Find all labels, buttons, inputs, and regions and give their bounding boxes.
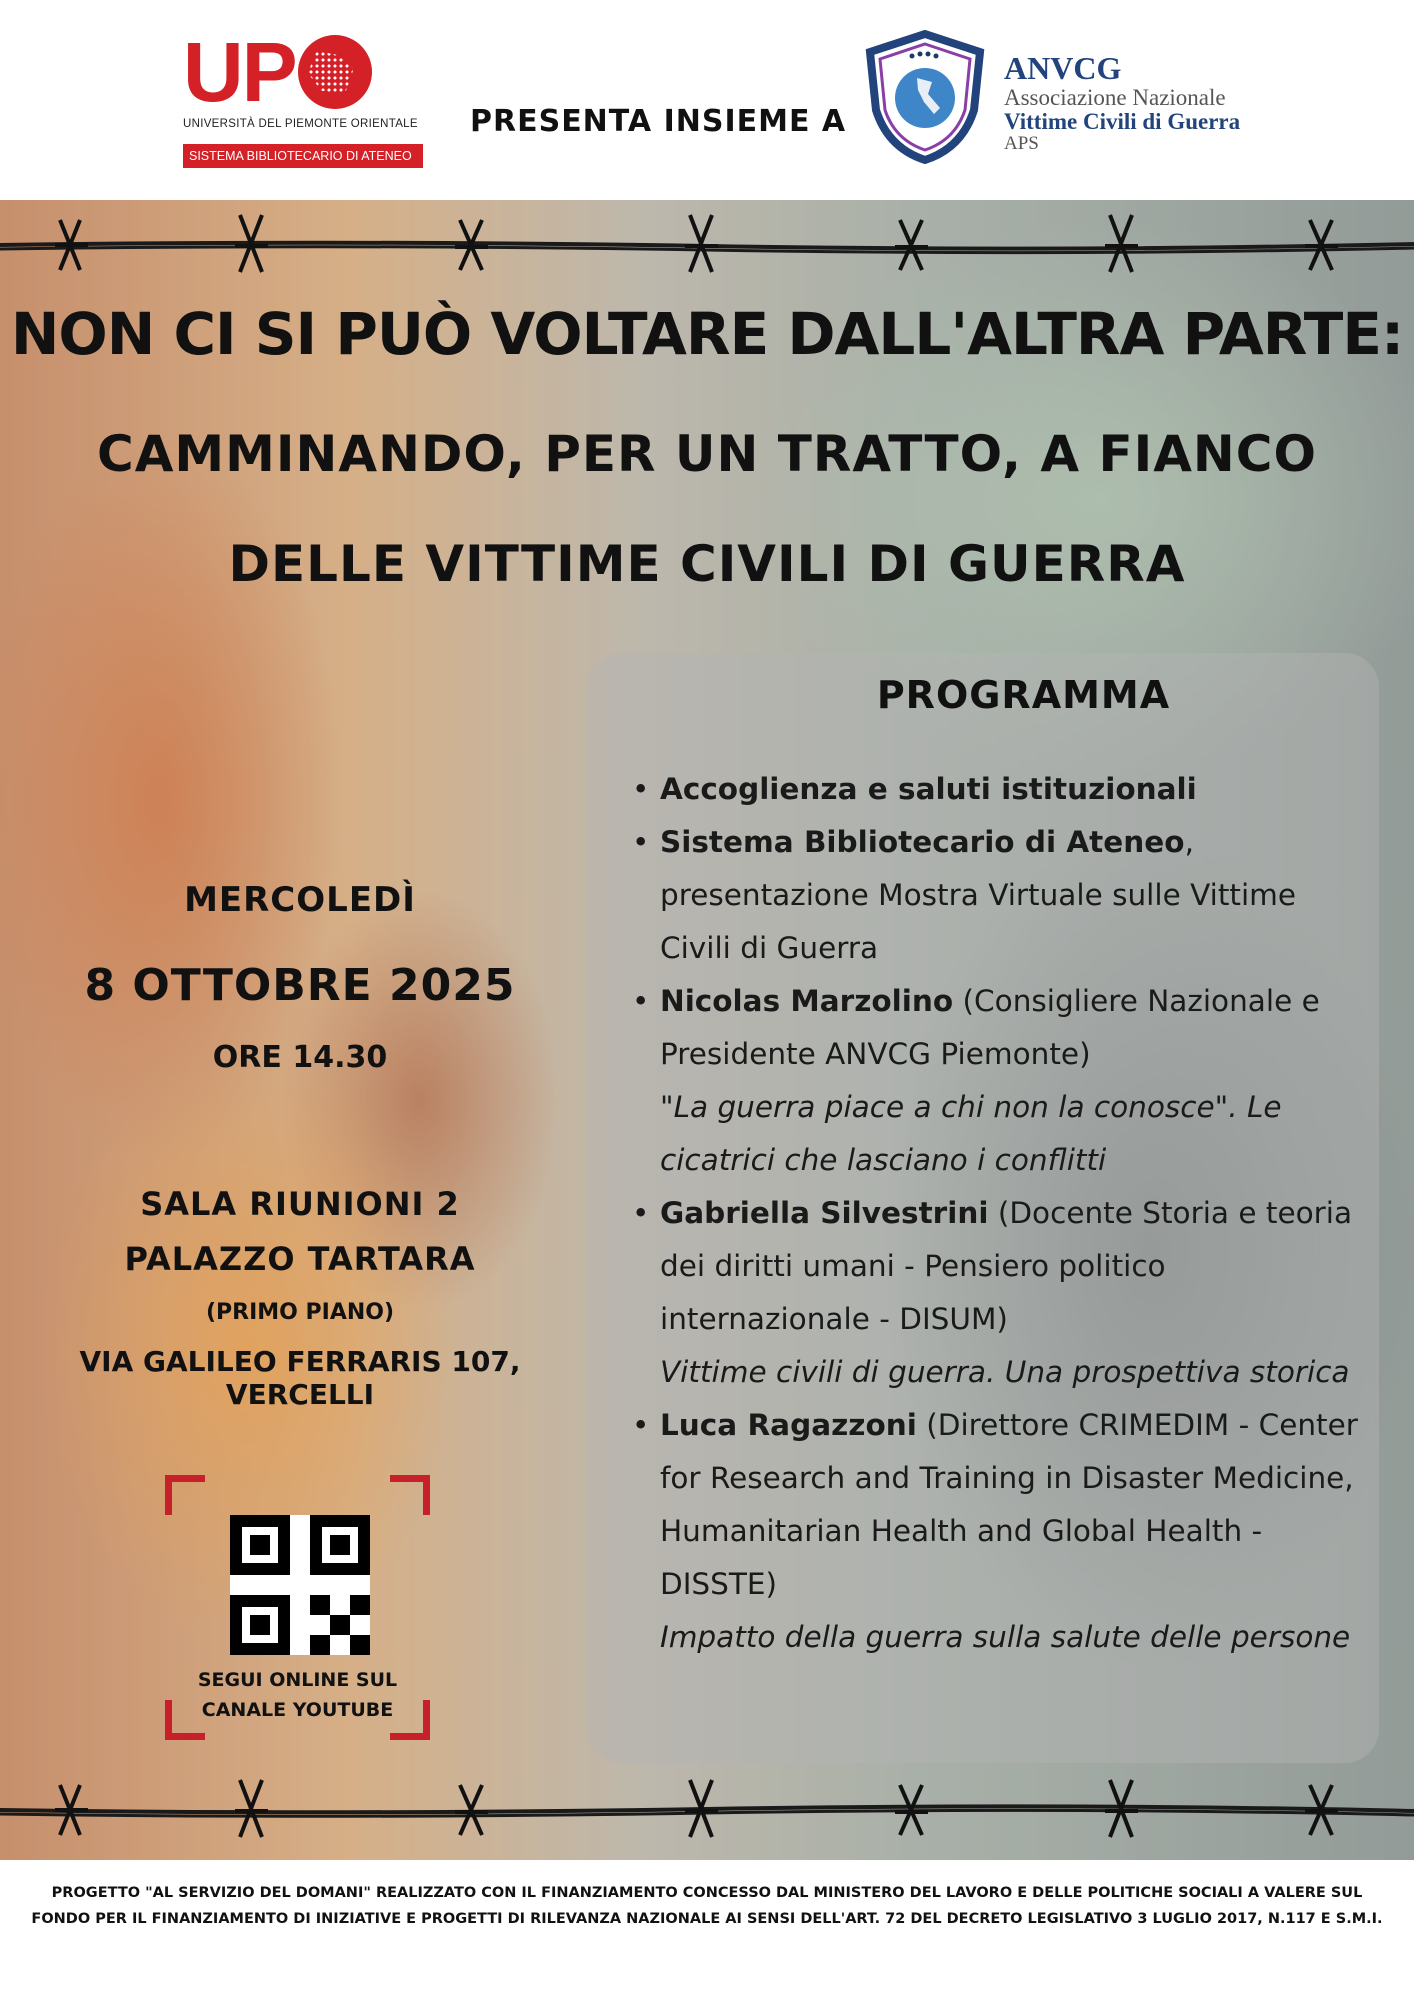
anvcg-line1: Associazione Nazionale xyxy=(1004,84,1226,110)
anvcg-line3: APS xyxy=(1004,132,1039,154)
program-item-name: Nicolas Marzolino xyxy=(660,984,954,1018)
program-item xyxy=(628,763,1358,816)
qr-frame-corner xyxy=(390,1475,430,1515)
program-item-name: Accoglienza e saluti istituzionali xyxy=(660,772,1197,806)
program-item-name: Gabriella Silvestrini xyxy=(660,1196,989,1230)
barbed-wire-top-icon xyxy=(0,200,1414,290)
presenta-label: PRESENTA INSIEME A xyxy=(470,104,847,139)
program-item-name: Luca Ragazzoni xyxy=(660,1408,917,1442)
piemonte-map-icon xyxy=(298,35,372,109)
event-day: MERCOLEDÌ xyxy=(184,880,416,920)
program-item xyxy=(628,975,1358,1187)
upo-logo-mark xyxy=(183,25,423,119)
program-item-text: , presentazione Mostra Virtuale sulle Vittime Civili di Guerra xyxy=(660,825,1297,965)
qr-frame-corner xyxy=(165,1475,205,1515)
program-item-talk: Impatto della guerra sulla salute delle persone xyxy=(660,1620,1351,1654)
upo-library-bar: SISTEMA BIBLIOTECARIO DI ATENEO xyxy=(183,144,423,168)
funding-footer xyxy=(0,1880,1414,1932)
program-item-talk: "La guerra piace a chi non la conosce". Le cicatrici che lasciano i conflitti xyxy=(660,1090,1282,1177)
event-floor: (PRIMO PIANO) xyxy=(205,1300,395,1325)
anvcg-line2: Vittime Civili di Guerra xyxy=(1004,108,1241,134)
program-item-text: (Direttore CRIMEDIM - Center for Research and Training in Disaster Medicine, Humanitarian Health and Global Health - DISSTE) xyxy=(660,1408,1358,1601)
anvcg-acronym: ANVCG xyxy=(1004,50,1122,86)
program-item-text: (Docente Storia e teoria dei diritti umani - Pensiero politico internazionale - DISUM) xyxy=(660,1196,1353,1336)
program-item-talk: Vittime civili di guerra. Una prospettiva storica xyxy=(660,1355,1350,1389)
title-line-1: NON CI SI PUÒ VOLTARE DALL'ALTRA PARTE: xyxy=(10,300,1404,368)
program-title: PROGRAMMA xyxy=(876,673,1171,717)
poster-background xyxy=(0,200,1414,1860)
program-item xyxy=(628,1399,1358,1664)
event-address: VIA GALILEO FERRARIS 107, VERCELLI xyxy=(79,1345,521,1411)
program-item xyxy=(628,816,1358,975)
program-item xyxy=(628,1187,1358,1399)
program-item-text: (Consigliere Nazionale e Presidente ANVCG Piemonte) xyxy=(660,984,1320,1071)
header xyxy=(0,0,1414,200)
youtube-qr-block[interactable] xyxy=(165,1475,430,1740)
qr-caption xyxy=(165,1665,430,1725)
qr-code-icon[interactable] xyxy=(230,1515,370,1655)
footer-line2: FONDO PER IL FINANZIAMENTO DI INIZIATIVE E PROGETTI DI RILEVANZA NAZIONALE AI SENSI DELL'ART. 72 DEL DECRETO LEGISLATIVO 3 LUGLIO 2017, N.117 E S.M.I. xyxy=(31,1911,1383,1927)
program-panel xyxy=(588,653,1379,1763)
event-date: 8 OTTOBRE 2025 xyxy=(84,960,516,1011)
barbed-wire-bottom-icon xyxy=(0,1765,1414,1855)
program-item-name: Sistema Bibliotecario di Ateneo xyxy=(660,825,1185,859)
event-room: SALA RIUNIONI 2 xyxy=(140,1185,460,1223)
upo-logo xyxy=(183,25,423,168)
qr-caption-line2: CANALE YOUTUBE xyxy=(201,1699,394,1721)
title-line-3: DELLE VITTIME CIVILI DI GUERRA xyxy=(228,535,1186,593)
event-building: PALAZZO TARTARA xyxy=(124,1240,476,1278)
event-time: ORE 14.30 xyxy=(212,1040,388,1075)
footer-line1: PROGETTO "AL SERVIZIO DEL DOMANI" REALIZZATO CON IL FINANZIAMENTO CONCESSO DAL MINISTERO DEL LAVORO E DELLE POLITICHE SOCIALI A VALERE SUL xyxy=(51,1885,1363,1901)
upo-subtitle: UNIVERSITÀ DEL PIEMONTE ORIENTALE xyxy=(183,118,418,130)
title-line-2: CAMMINANDO, PER UN TRATTO, A FIANCO xyxy=(97,425,1317,483)
anvcg-shield-icon xyxy=(862,30,988,164)
anvcg-text xyxy=(1004,52,1240,154)
anvcg-logo xyxy=(862,30,1302,170)
qr-caption-line1: SEGUI ONLINE SUL xyxy=(197,1669,398,1691)
upo-logo-letters: UP xyxy=(183,25,296,119)
program-list xyxy=(628,763,1358,1664)
